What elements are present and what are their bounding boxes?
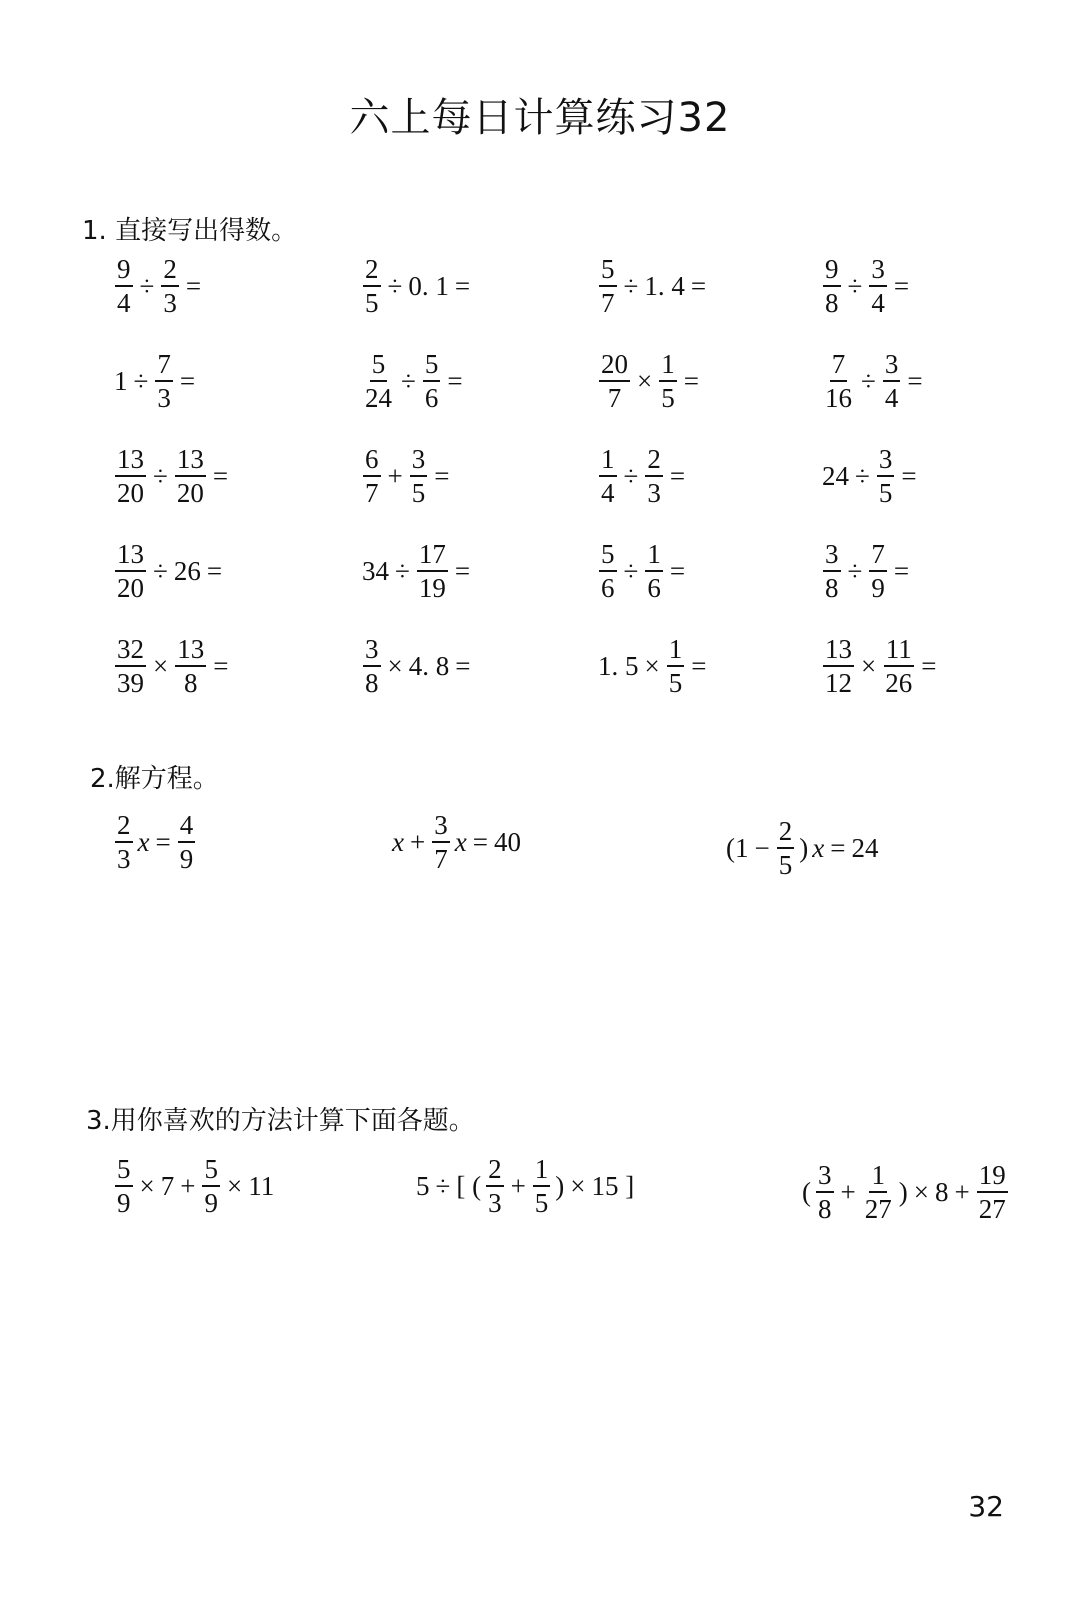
denominator: 9 — [204, 1187, 218, 1218]
fraction — [823, 348, 854, 413]
fraction — [777, 815, 795, 880]
operator: = — [213, 650, 229, 681]
fraction — [155, 348, 173, 413]
fraction — [533, 1153, 551, 1218]
operator: = — [901, 460, 917, 491]
fraction — [115, 809, 133, 874]
number: [ ( — [456, 1170, 482, 1201]
problem-11 — [596, 440, 689, 512]
number: (1 — [726, 832, 749, 863]
operator: = — [212, 460, 229, 491]
number: 0. 1 — [408, 270, 449, 301]
denominator: 5 — [661, 382, 675, 413]
denominator: 8 — [825, 572, 839, 603]
numerator: 13 — [115, 541, 146, 572]
problem-17 — [112, 630, 232, 702]
operator: × — [139, 1170, 155, 1201]
problem-13 — [112, 535, 226, 607]
denominator: 24 — [365, 382, 392, 413]
problem-16 — [820, 535, 913, 607]
operator: = — [179, 365, 196, 396]
numerator: 5 — [202, 1156, 220, 1187]
number: 1. 4 — [644, 270, 685, 301]
denominator: 5 — [534, 1187, 549, 1218]
number: 26 — [173, 555, 201, 586]
denominator: 7 — [607, 382, 622, 413]
operator: − — [754, 832, 770, 863]
operator: + — [840, 1176, 856, 1207]
denominator: 3 — [163, 287, 177, 318]
operator: ÷ — [153, 555, 168, 586]
equation-3 — [724, 812, 880, 884]
problem-7 — [596, 345, 703, 417]
operator: = — [893, 555, 910, 586]
operator: + — [510, 1170, 526, 1201]
operator: × — [226, 1170, 243, 1201]
denominator: 5 — [878, 477, 893, 508]
number: 1. 5 — [598, 650, 639, 681]
operator: + — [409, 826, 426, 857]
numerator: 1 — [533, 1156, 551, 1187]
number: 4. 8 — [408, 650, 450, 681]
fraction — [869, 538, 887, 603]
fraction — [883, 633, 914, 698]
equation-2 — [390, 806, 523, 878]
denominator: 9 — [117, 1187, 131, 1218]
denominator: 7 — [365, 477, 379, 508]
numerator: 2 — [645, 446, 663, 477]
denominator: 27 — [864, 1193, 892, 1224]
fraction — [115, 538, 146, 603]
fraction — [417, 538, 448, 603]
operator: = — [830, 832, 846, 863]
fraction — [486, 1153, 504, 1218]
problem-10 — [360, 440, 453, 512]
problem-20 — [820, 630, 940, 702]
fraction — [175, 633, 206, 698]
number: 1 — [114, 365, 128, 396]
denominator: 6 — [647, 572, 661, 603]
fraction — [599, 538, 617, 603]
numerator: 13 — [115, 446, 146, 477]
numerator: 11 — [884, 636, 914, 667]
operator: = — [447, 365, 463, 396]
denominator: 27 — [978, 1193, 1006, 1224]
operator: = — [921, 650, 937, 681]
fraction — [161, 253, 179, 318]
denominator: 4 — [117, 287, 131, 318]
fraction — [363, 443, 381, 508]
variable: x — [137, 826, 150, 857]
numerator: 2 — [115, 812, 133, 843]
denominator: 8 — [818, 1193, 832, 1224]
fraction — [363, 633, 381, 698]
operator: × — [913, 1176, 929, 1207]
operator: ÷ — [623, 270, 639, 301]
denominator: 8 — [825, 287, 839, 318]
number: 34 — [362, 555, 389, 586]
numerator: 5 — [423, 351, 441, 382]
numerator: 5 — [599, 256, 617, 287]
operator: = — [690, 270, 707, 301]
operator: = — [669, 460, 686, 491]
numerator: 17 — [417, 541, 448, 572]
number: ) — [799, 832, 809, 863]
operator: = — [683, 365, 699, 396]
page-number: 32 — [968, 1490, 1004, 1523]
numerator: 3 — [363, 636, 381, 667]
fraction — [599, 443, 617, 508]
denominator: 39 — [117, 667, 144, 698]
denominator: 20 — [117, 477, 144, 508]
fraction — [877, 443, 895, 508]
fraction — [823, 633, 854, 698]
fraction — [823, 538, 841, 603]
denominator: 20 — [176, 477, 204, 508]
problem-1 — [112, 250, 205, 322]
calculation-2 — [414, 1150, 636, 1222]
operator: = — [907, 365, 923, 396]
problem-14 — [360, 535, 474, 607]
numerator: 2 — [486, 1156, 504, 1187]
number: 8 — [934, 1176, 949, 1207]
fraction — [115, 1153, 133, 1218]
fraction — [659, 348, 677, 413]
fraction — [599, 348, 630, 413]
denominator: 5 — [668, 667, 683, 698]
fraction — [667, 633, 685, 698]
problem-8 — [820, 345, 927, 417]
operator: = — [691, 650, 707, 681]
fraction — [869, 253, 887, 318]
denominator: 6 — [601, 572, 615, 603]
fraction — [432, 809, 450, 874]
problem-18 — [360, 630, 474, 702]
operator: × — [644, 650, 660, 681]
operator: = — [669, 555, 686, 586]
numerator: 2 — [161, 256, 179, 287]
number: 40 — [493, 826, 521, 857]
problem-9 — [112, 440, 232, 512]
operator: ÷ — [387, 270, 403, 301]
number: 24 — [822, 460, 849, 491]
numerator: 7 — [155, 351, 173, 382]
fraction — [202, 1153, 220, 1218]
calculation-3 — [800, 1156, 1011, 1228]
section-3-heading: 3.用你喜欢的方法计算下面各题。 — [86, 1106, 475, 1136]
numerator: 6 — [363, 446, 381, 477]
numerator: 2 — [777, 818, 795, 849]
section-2-heading: 2.解方程。 — [90, 764, 219, 794]
operator: ÷ — [435, 1170, 451, 1201]
numerator: 1 — [645, 541, 663, 572]
denominator: 12 — [825, 667, 852, 698]
denominator: 4 — [884, 382, 899, 413]
problem-15 — [596, 535, 689, 607]
number: ( — [802, 1176, 811, 1207]
operator: ÷ — [623, 460, 639, 491]
denominator: 7 — [434, 843, 448, 874]
denominator: 8 — [365, 667, 379, 698]
denominator: 4 — [871, 287, 885, 318]
problem-4 — [820, 250, 913, 322]
denominator: 9 — [179, 843, 194, 874]
numerator: 3 — [869, 256, 887, 287]
denominator: 3 — [117, 843, 131, 874]
operator: = — [455, 650, 471, 681]
problem-2 — [360, 250, 474, 322]
numerator: 3 — [823, 541, 841, 572]
operator: = — [472, 826, 488, 857]
numerator: 3 — [816, 1162, 834, 1193]
operator: ÷ — [861, 365, 876, 396]
problem-6 — [360, 345, 467, 417]
operator: + — [180, 1170, 196, 1201]
problem-3 — [596, 250, 710, 322]
operator: + — [387, 460, 403, 491]
denominator: 7 — [601, 287, 615, 318]
numerator: 13 — [823, 636, 854, 667]
numerator: 7 — [830, 351, 848, 382]
denominator: 5 — [365, 287, 379, 318]
denominator: 4 — [601, 477, 615, 508]
fraction — [645, 538, 663, 603]
operator: ÷ — [139, 270, 155, 301]
operator: × — [153, 650, 169, 681]
denominator: 6 — [424, 382, 439, 413]
operator: ÷ — [133, 365, 149, 396]
number: ) — [555, 1170, 565, 1201]
numerator: 13 — [175, 636, 206, 667]
denominator: 3 — [488, 1187, 502, 1218]
numerator: 9 — [115, 256, 133, 287]
operator: ÷ — [395, 555, 410, 586]
operator: ÷ — [847, 555, 863, 586]
denominator: 5 — [778, 849, 793, 880]
denominator: 8 — [183, 667, 198, 698]
number: ) — [898, 1176, 908, 1207]
fraction — [883, 348, 901, 413]
operator: × — [387, 650, 403, 681]
operator: ÷ — [847, 270, 863, 301]
denominator: 26 — [885, 667, 913, 698]
numerator: 3 — [877, 446, 895, 477]
problem-12 — [820, 440, 921, 512]
operator: = — [185, 270, 202, 301]
operator: = — [454, 555, 471, 586]
numerator: 3 — [410, 446, 428, 477]
fraction — [599, 253, 617, 318]
numerator: 19 — [977, 1162, 1008, 1193]
operator: ÷ — [855, 460, 870, 491]
section-1-heading: 1. 直接写出得数。 — [82, 216, 298, 246]
fraction — [977, 1159, 1008, 1224]
number: 5 — [416, 1170, 430, 1201]
number: 15 ] — [591, 1170, 635, 1201]
numerator: 5 — [115, 1156, 133, 1187]
numerator: 9 — [823, 256, 841, 287]
fraction — [363, 348, 394, 413]
numerator: 1 — [599, 446, 617, 477]
operator: × — [637, 365, 653, 396]
number: 24 — [851, 832, 879, 863]
fraction — [175, 443, 206, 508]
operator: × — [570, 1170, 586, 1201]
operator: = — [893, 270, 910, 301]
fraction — [363, 253, 381, 318]
fraction — [115, 633, 146, 698]
numerator: 7 — [869, 541, 887, 572]
operator: × — [861, 650, 877, 681]
fraction — [410, 443, 428, 508]
numerator: 32 — [115, 636, 146, 667]
denominator: 3 — [647, 477, 661, 508]
variable: x — [454, 826, 467, 857]
numerator: 1 — [659, 351, 677, 382]
numerator: 5 — [599, 541, 617, 572]
denominator: 3 — [157, 382, 171, 413]
operator: = — [155, 826, 171, 857]
denominator: 20 — [117, 572, 144, 603]
fraction — [816, 1159, 834, 1224]
denominator: 9 — [871, 572, 885, 603]
numerator: 5 — [370, 351, 388, 382]
operator: ÷ — [153, 460, 168, 491]
page-title: 六上每日计算练习32 — [349, 95, 731, 141]
numerator: 13 — [175, 446, 206, 477]
denominator: 19 — [418, 572, 446, 603]
numerator: 4 — [178, 812, 196, 843]
numerator: 20 — [599, 351, 630, 382]
fraction — [823, 253, 841, 318]
numerator: 1 — [869, 1162, 887, 1193]
numerator: 1 — [667, 636, 685, 667]
number: 11 — [248, 1170, 275, 1201]
equation-1 — [112, 806, 198, 878]
fraction — [863, 1159, 894, 1224]
problem-19 — [596, 630, 710, 702]
operator: + — [954, 1176, 970, 1207]
numerator: 3 — [883, 351, 901, 382]
operator: = — [434, 460, 450, 491]
denominator: 5 — [411, 477, 426, 508]
numerator: 3 — [432, 812, 450, 843]
operator: = — [206, 555, 223, 586]
problem-5 — [112, 345, 199, 417]
operator: = — [454, 270, 471, 301]
variable: x — [812, 832, 825, 863]
operator: ÷ — [623, 555, 639, 586]
fraction — [423, 348, 441, 413]
denominator: 16 — [825, 382, 852, 413]
operator: ÷ — [401, 365, 416, 396]
numerator: 2 — [363, 256, 381, 287]
calculation-1 — [112, 1150, 276, 1222]
fraction — [178, 809, 196, 874]
number: 7 — [160, 1170, 175, 1201]
fraction — [115, 253, 133, 318]
fraction — [645, 443, 663, 508]
variable: x — [392, 826, 404, 857]
fraction — [115, 443, 146, 508]
